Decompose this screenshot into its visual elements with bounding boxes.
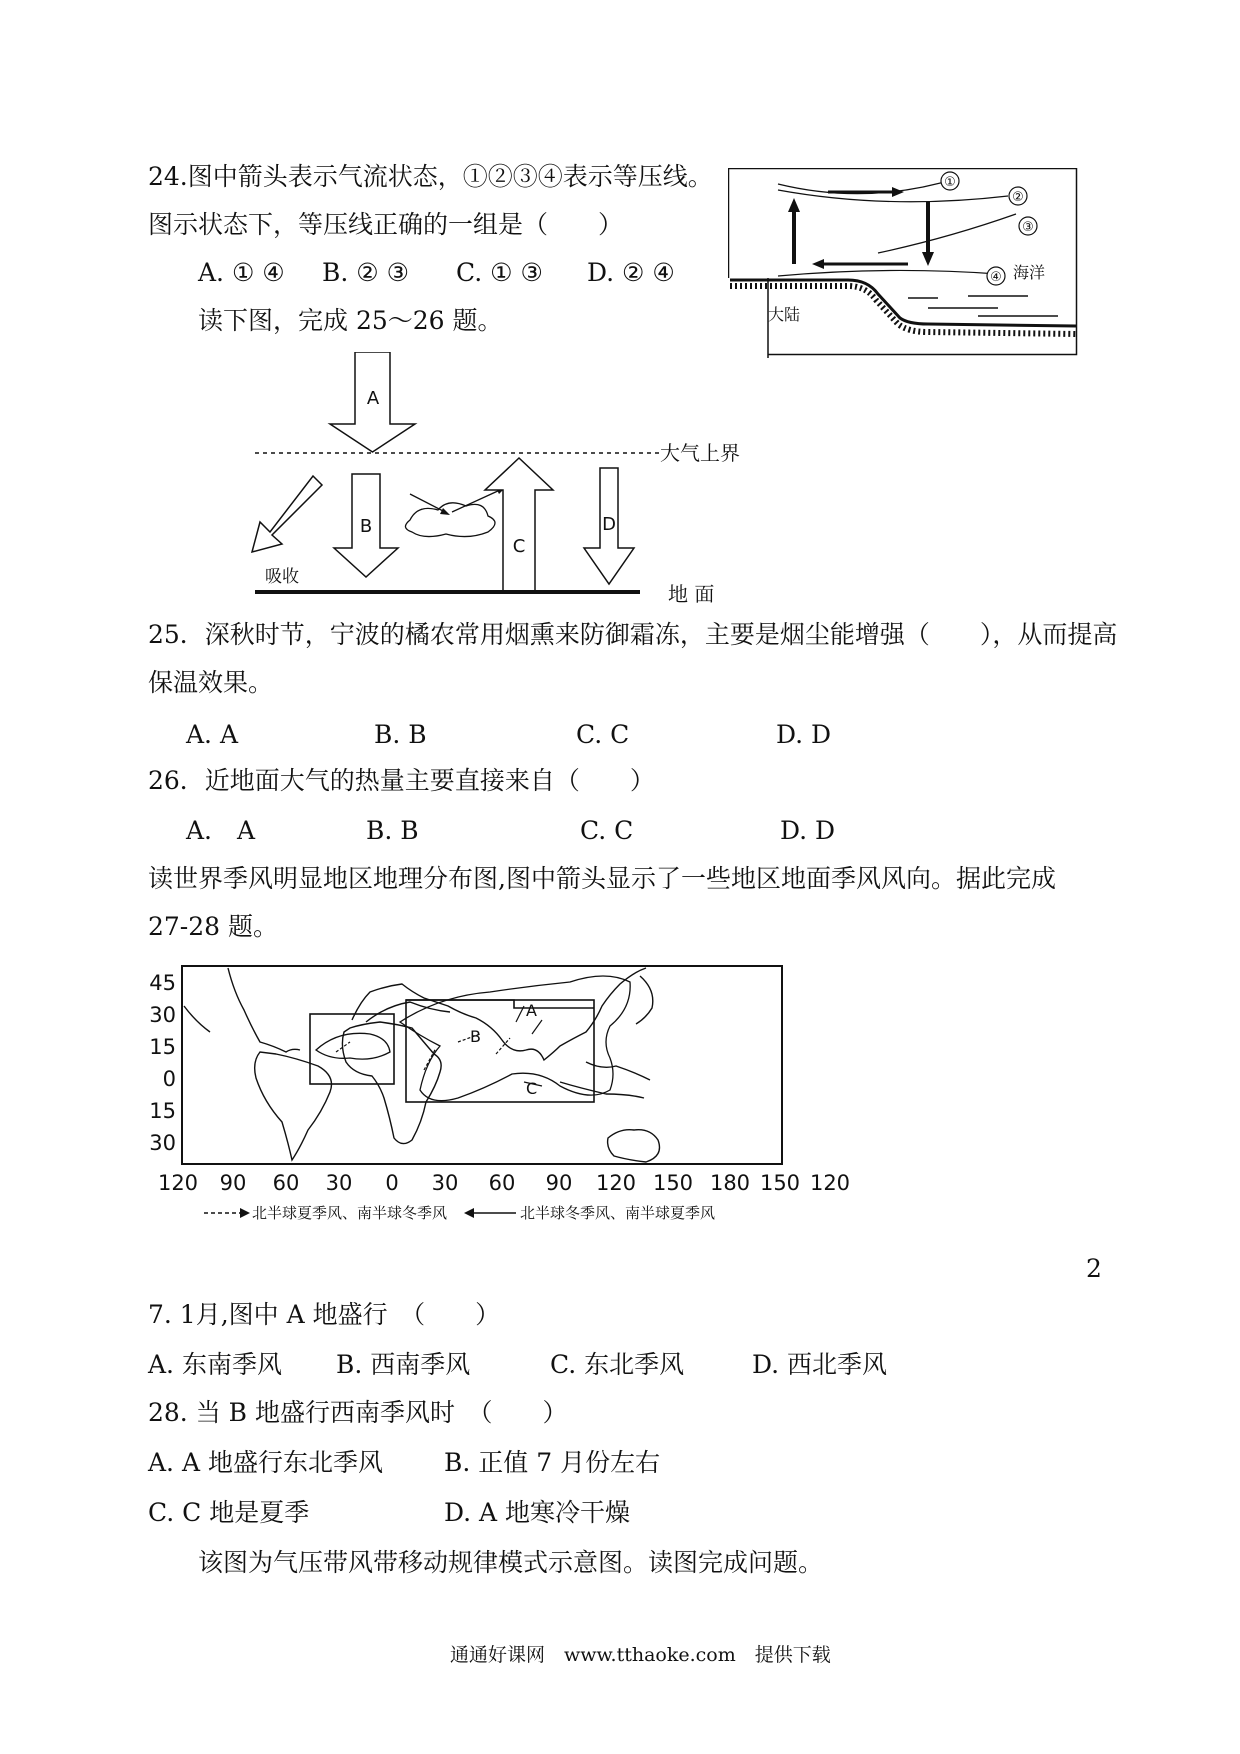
q25-stem-line2: 保温效果。 (148, 668, 274, 697)
x-tick-60e: 60 (488, 1171, 516, 1195)
absorb-label: 吸收 (265, 567, 299, 587)
arrow-label-b: B (359, 516, 373, 537)
q26-stem: 26．近地面大气的热量主要直接来自（ ） (148, 766, 655, 795)
q26-option-c: C. C (580, 816, 634, 845)
y-tick-15s: 15 (149, 1099, 176, 1123)
isobar-label-4: ④ (990, 270, 1002, 285)
intro-27-28-line2: 27-28 题。 (148, 912, 279, 941)
q25-option-b: B. B (374, 720, 427, 749)
x-tick-120w-right: 120 (809, 1171, 851, 1195)
x-tick-90w: 90 (219, 1171, 247, 1195)
footer: 通通好课网 www.tthaoke.com 提供下载 (450, 1644, 831, 1666)
q25-option-a: A. A (186, 720, 239, 749)
y-tick-30s: 30 (149, 1131, 176, 1155)
q28-option-d: D. A 地寒冷干燥 (444, 1498, 631, 1527)
q28-option-a: A. A 地盛行东北季风 (148, 1448, 383, 1477)
q26-option-a: A. A (186, 816, 256, 845)
q27-stem: 7. 1月,图中 A 地盛行 （ ） (148, 1300, 501, 1329)
q24-stem-line2: 图示状态下，等压线正确的一组是（ ） (148, 210, 624, 239)
q24-option-c: C. ① ③ (456, 258, 543, 287)
y-tick-0: 0 (162, 1067, 176, 1091)
q25-option-d: D. D (776, 720, 832, 749)
intro-27-28-line1: 读世界季风明显地区地理分布图,图中箭头显示了一些地区地面季风风向。据此完成 (148, 864, 1056, 893)
page-number: 2 (1086, 1254, 1102, 1283)
arrow-label-c: C (512, 536, 526, 557)
x-tick-30e: 30 (431, 1171, 459, 1195)
q27-option-d: D. 西北季风 (752, 1350, 888, 1379)
y-tick-15n: 15 (149, 1035, 176, 1059)
x-tick-60w: 60 (272, 1171, 300, 1195)
q28-option-b: B. 正值 7 月份左右 (444, 1448, 661, 1477)
x-tick-120e: 120 (595, 1171, 637, 1195)
ocean-label: 海洋 (1013, 263, 1046, 282)
x-tick-120w: 120 (157, 1171, 199, 1195)
isobar-label-1: ① (944, 175, 956, 190)
q25-option-c: C. C (576, 720, 630, 749)
intro-25-26: 读下图，完成 25～26 题。 (198, 306, 503, 335)
arrow-label-a: A (366, 388, 380, 409)
q28-option-c: C. C 地是夏季 (148, 1498, 310, 1527)
ground-label: 地 面 (668, 582, 715, 606)
q27-option-a: A. 东南季风 (148, 1350, 282, 1379)
radiation-figure (240, 352, 760, 608)
arrow-label-d: D (602, 514, 616, 535)
x-tick-30w: 30 (325, 1171, 353, 1195)
x-tick-150e: 150 (652, 1171, 694, 1195)
map-point-b: B (470, 1027, 481, 1046)
map-point-c: C (526, 1079, 538, 1098)
q26-option-b: B. B (366, 816, 419, 845)
monsoon-map (140, 962, 860, 1236)
q27-option-b: B. 西南季风 (336, 1350, 471, 1379)
isobar-figure (728, 168, 1080, 358)
q28-stem: 28. 当 B 地盛行西南季风时 （ ） (148, 1398, 568, 1427)
x-tick-150w: 150 (759, 1171, 801, 1195)
top-of-atmosphere-label: 大气上界 (660, 441, 740, 465)
q24-stem-line1: 24.图中箭头表示气流状态，①②③④表示等压线。 (148, 162, 713, 191)
land-label: 大陆 (768, 305, 801, 324)
legend-solid-label: 北半球冬季风、南半球夏季风 (520, 1204, 716, 1222)
q24-option-d: D. ② ④ (587, 258, 675, 287)
isobar-label-2: ② (1012, 190, 1024, 205)
q24-option-b: B. ② ③ (322, 258, 410, 287)
map-point-a: A (526, 1001, 537, 1020)
q26-option-d: D. D (780, 816, 836, 845)
q24-option-a: A. ① ④ (198, 258, 285, 287)
x-tick-0: 0 (385, 1171, 399, 1195)
q25-stem-line1: 25．深秋时节，宁波的橘农常用烟熏来防御霜冻，主要是烟尘能增强（ ），从而提高 (148, 620, 1118, 649)
y-tick-30n: 30 (149, 1003, 176, 1027)
x-tick-180: 180 (709, 1171, 751, 1195)
q27-option-c: C. 东北季风 (550, 1350, 685, 1379)
intro-next: 该图为气压带风带移动规律模式示意图。读图完成问题。 (198, 1548, 824, 1577)
x-tick-90e: 90 (545, 1171, 573, 1195)
y-tick-45: 45 (149, 971, 176, 995)
legend-dashed-label: 北半球夏季风、南半球冬季风 (252, 1204, 448, 1222)
isobar-label-3: ③ (1022, 220, 1034, 235)
